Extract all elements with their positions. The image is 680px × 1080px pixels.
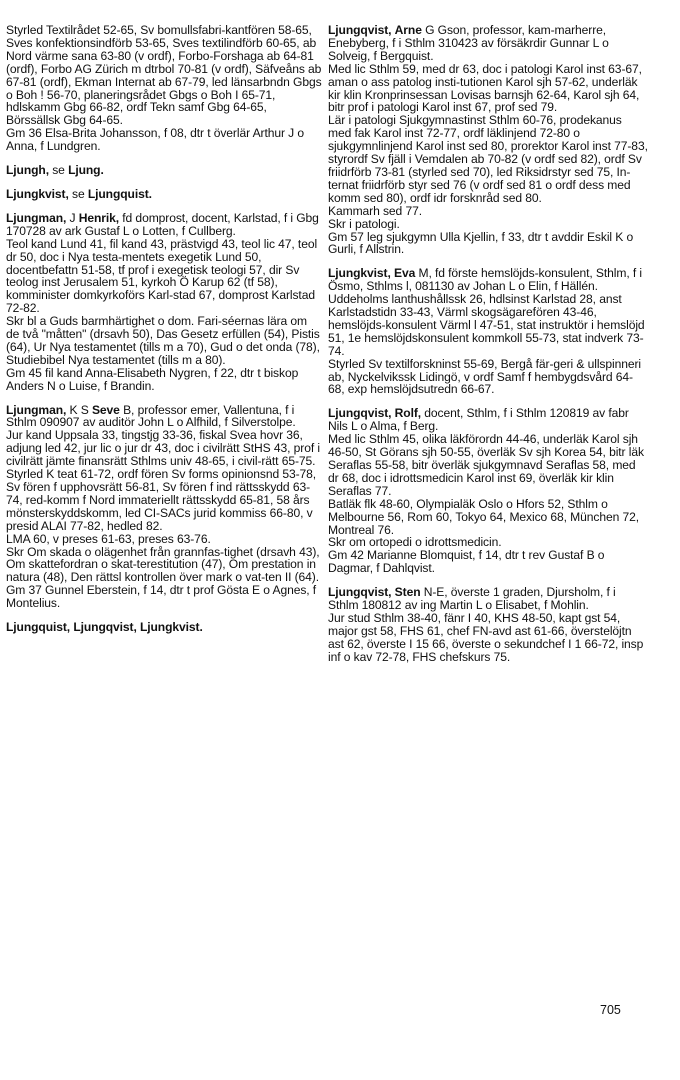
entry-paragraph: Skr om ortopedi o idrottsmedicin. (328, 535, 502, 550)
entry-initials: se (48, 163, 69, 178)
entry-heading (6, 164, 322, 177)
entry-paragraph: Uddeholms lanthushållssk 26, hdlsinst Karlstad 28, anst Karlstadstidn 33-43, Värml skogsägarefören 43-46, hemslöjds-konsulent Värml l 47-51, stat instruktör i hemslöjd 51, 1e hemslöjdskonsulent kommkoll 55-73, stat indverk 73-74. (328, 292, 645, 358)
entry-surname: Ljungqvist, (328, 406, 392, 421)
entry-summary: docent, Sthlm, f i Sthlm 120819 av fabr Nils L o Alma, f Berg. (328, 406, 629, 434)
biography-entry (328, 407, 648, 575)
entry-paragraph: Styrled K teat 61-72, ordf fören Sv forms opinionsnd 53-78, Sv fören f upphovsrätt 56-81, Sv fören f ind rättsskydd 63-74, red-komm f Nord immateriellt rättsskydd 65-81, 58 års mönsterskyddskomm, led CI-SACs jurid kommiss 66-80, v presid ALAI 77-82, hedled 82. (6, 467, 317, 533)
entry-given-name: Eva (394, 266, 416, 281)
entry-heading (328, 586, 648, 612)
entry-paragraph: Batläk flk 48-60, Olympialäk Oslo o Hfors 52, Sthlm o Melbourne 56, Rom 60, Tokyo 64, Mexico 68, München 72, Montreal 76. (328, 496, 640, 537)
entry-paragraph: Styrled Textilrådet 52-65, Sv bomullsfabri-kantfören 58-65, Sves konfektionsindförb 53-65, Sves textilindförb 60-65, ab Nord värme sana 63-80 (v ordf), Forbo-Forshaga ab 64-81 (ordf), Forbo AG Zürich m dtrbol 70-81 (v ordf), Säfveåns ab 67-81 (ordf), Ekman Internat ab 67-79, led länsarbndn Gbgs o Boh ! 56-70, planeringsrådet Gbgs o Boh I 65-71, hdlskamm Gbg 66-82, ordf Tekn samf Gbg 64-65, Börssällsk Gbg 64-65. (6, 23, 322, 128)
entry-summary: B, professor emer, Vallentuna, f i Sthlm 090907 av auditör John L o Alfhild, f Silverstolpe. (6, 402, 296, 430)
entry-paragraph: Gm 57 leg sjukgymn Ulla Kjellin, f 33, dtr t avddir Eskil K o Gurli, f Allstrin. (328, 229, 634, 257)
entry-given-name: Rolf, (394, 406, 422, 421)
entry-surname: Ljungkvist, (328, 266, 391, 281)
entry-surname: Ljungquist, Ljungqvist, Ljungkvist. (6, 620, 203, 635)
entry-surname: Ljungkvist, (6, 186, 69, 201)
entry-given-name: Ljung. (68, 163, 104, 178)
entry-paragraph: Jur stud Sthlm 38-40, fänr I 40, KHS 48-50, kapt gst 54, major gst 58, FHS 61, chef FN-avd ast 61-66, överstelöjtn ast 62, överste I 15 66, överste o sekundchef I 1 66-72, insp inf o kav 72-78, FHS chefskurs 75. (328, 610, 644, 664)
entry-paragraph: Med lic Sthlm 59, med dr 63, doc i patologi Karol inst 63-67, aman o ass patolog insti-tutionen Karol sjh 57-62, underläk kir klin Kronprinsessan Lovisas barnsjh 62-64, Karol sjh 64, bitr prof i patologi Karol inst 67, prof sed 79. (328, 61, 642, 115)
entry-given-name: Sten (394, 585, 421, 600)
entry-paragraph: Gm 42 Marianne Blomquist, f 14, dtr t rev Gustaf B o Dagmar, f Dahlqvist. (328, 548, 605, 576)
right-column (328, 24, 648, 675)
entry-heading (328, 24, 648, 63)
entry-paragraph: LMA 60, v preses 61-63, preses 63-76. (6, 531, 211, 546)
entry-paragraph: Kammarh sed 77. (328, 203, 422, 218)
entry-paragraph: Skr bl a Guds barmhärtighet o dom. Fari-séernas lära om de två "måtten" (drsavh 50), Das Gesetz erfüllen (54), Pistis (64), Ur Nya testamentet (tills m a 70), Gud o det onda (78), Studiebibel Nya testamentet (tills m a 80). (6, 314, 320, 367)
entry-paragraph: Skr i patologi. (328, 216, 400, 231)
biography-entry (6, 24, 322, 153)
biography-entry (6, 404, 322, 611)
entry-summary: G Gson, professor, kam-marherre, Enebyberg, f i Sthlm 310423 av försäkrdir Gunnar L o Solveig, f Bergquist. (328, 23, 609, 63)
entry-summary: fd domprost, docent, Karlstad, f i Gbg 170728 av ark Gustaf L o Lotten, f Cullberg. (6, 210, 319, 238)
left-column (6, 24, 322, 645)
entry-paragraph: Jur kand Uppsala 33, tingstjg 33-36, fiskal Svea hovr 36, adjung led 42, jur lic o jur dr 43, doc i civilrätt StHS 43, prof i civilrätt jämte finansrätt Sthlms univ 48-65, i civil-rätt 65-75. (6, 428, 320, 469)
entry-paragraph: Skr Om skada o olägenhet från grannfas-tighet (drsavh 43), Om skattefordran o skat-terestitution (47), Om prestation in natura (48), Den rättsl kontrollen över mark o vat-ten II (64). (6, 544, 320, 585)
entry-summary: M, fd förste hemslöjds-konsulent, Sthlm, f i Ösmo, Sthlms l, 081130 av Johan L o Elin, f Hällén. (328, 266, 642, 294)
entry-surname: Ljungqvist, (328, 23, 392, 37)
entry-initials: K S (66, 402, 92, 417)
entry-heading (6, 404, 322, 430)
entry-paragraph: Lär i patologi Sjukgymnastinst Sthlm 60-76, prodekanus med fak Karol inst 72-77, ordf läklinjend 72-80 o sjukgymnlinjend Karol inst sed 80, prorektor Karol inst 77-83, styrordf Sv fjäll i Vemdalen ab 70-82 (v ordf sed 82), ordf Sv friidrförb 73-81 (styrled sed 70), led Riksidrstyr sed 75, In-ternat friidrförb styr sed 76 (v ordf sed 81 o ordf dess med komm sed 80), ordf idr forsknråd sed 80. (328, 113, 648, 205)
biography-entry (6, 212, 322, 393)
entry-paragraph: Med lic Sthlm 45, olika läkförordn 44-46, underläk Karol sjh 46-50, St Görans sjh 50-55, överläk Sv sjh Korea 54, bitr läk Seraflas 55-58, bitr överläk sjukgymnavd Seraflas 58, med dr 68, doc i idrottsmedicin Karol inst 69, överläk kir klin Seraflas 77. (328, 432, 644, 498)
entry-paragraph: Teol kand Lund 41, fil kand 43, prästvigd 43, teol lic 47, teol dr 50, doc i Nya testa-mentets exegetik Lund 50, docentbefattn 51-58, tf prof i exegetisk teologi 57, dir Sv teolog inst Jerusalem 51, kyrkoh Ö Karup 62 (tf 58), komminister domkyrkoförs Karl-stad 67, domprost Karlstad 72-82. (6, 236, 318, 316)
biography-entry (6, 188, 322, 201)
entry-given-name: Arne (394, 23, 422, 37)
entry-heading (6, 188, 322, 201)
biography-entry (328, 267, 648, 396)
page-number: 705 (600, 1003, 621, 1017)
entry-initials: se (68, 186, 88, 201)
entry-initials: J (66, 210, 79, 225)
entry-paragraph: Gm 36 Elsa-Brita Johansson, f 08, dtr t överlär Arthur J o Anna, f Lundgren. (6, 126, 305, 154)
entry-heading (6, 621, 322, 634)
entry-heading (328, 267, 648, 293)
entry-given-name: Henrik, (78, 210, 120, 225)
entry-given-name: Seve (91, 402, 120, 417)
entry-summary: N-E, överste 1 graden, Djursholm, f i Sthlm 180812 av ing Martin L o Elisabet, f Mohlin. (328, 585, 616, 613)
entry-surname: Ljungman, (6, 402, 67, 417)
entry-paragraph: Gm 45 fil kand Anna-Elisabeth Nygren, f 22, dtr t biskop Anders N o Luise, f Brandin. (6, 365, 299, 393)
entry-surname: Ljungman, (6, 210, 67, 225)
entry-heading (6, 212, 322, 238)
biography-entry (6, 164, 322, 177)
entry-paragraph: Gm 37 Gunnel Eberstein, f 14, dtr t prof Gösta E o Agnes, f Montelius. (6, 583, 317, 611)
entry-paragraph: Styrled Sv textilforskninst 55-69, Bergå fär-geri & ullspinneri ab, Nyckelvikssk Lidingö, v ordf Samf f hembygdsvård 64-68, exp hemslöjdsutredn 66-67. (328, 356, 641, 397)
entry-surname: Ljungh, (6, 163, 49, 178)
entry-surname: Ljungqvist, (328, 585, 392, 600)
biography-entry (6, 621, 322, 634)
biography-entry (328, 586, 648, 663)
entry-given-name: Ljungquist. (87, 186, 152, 201)
entry-heading (328, 407, 648, 433)
biography-entry (328, 24, 648, 256)
